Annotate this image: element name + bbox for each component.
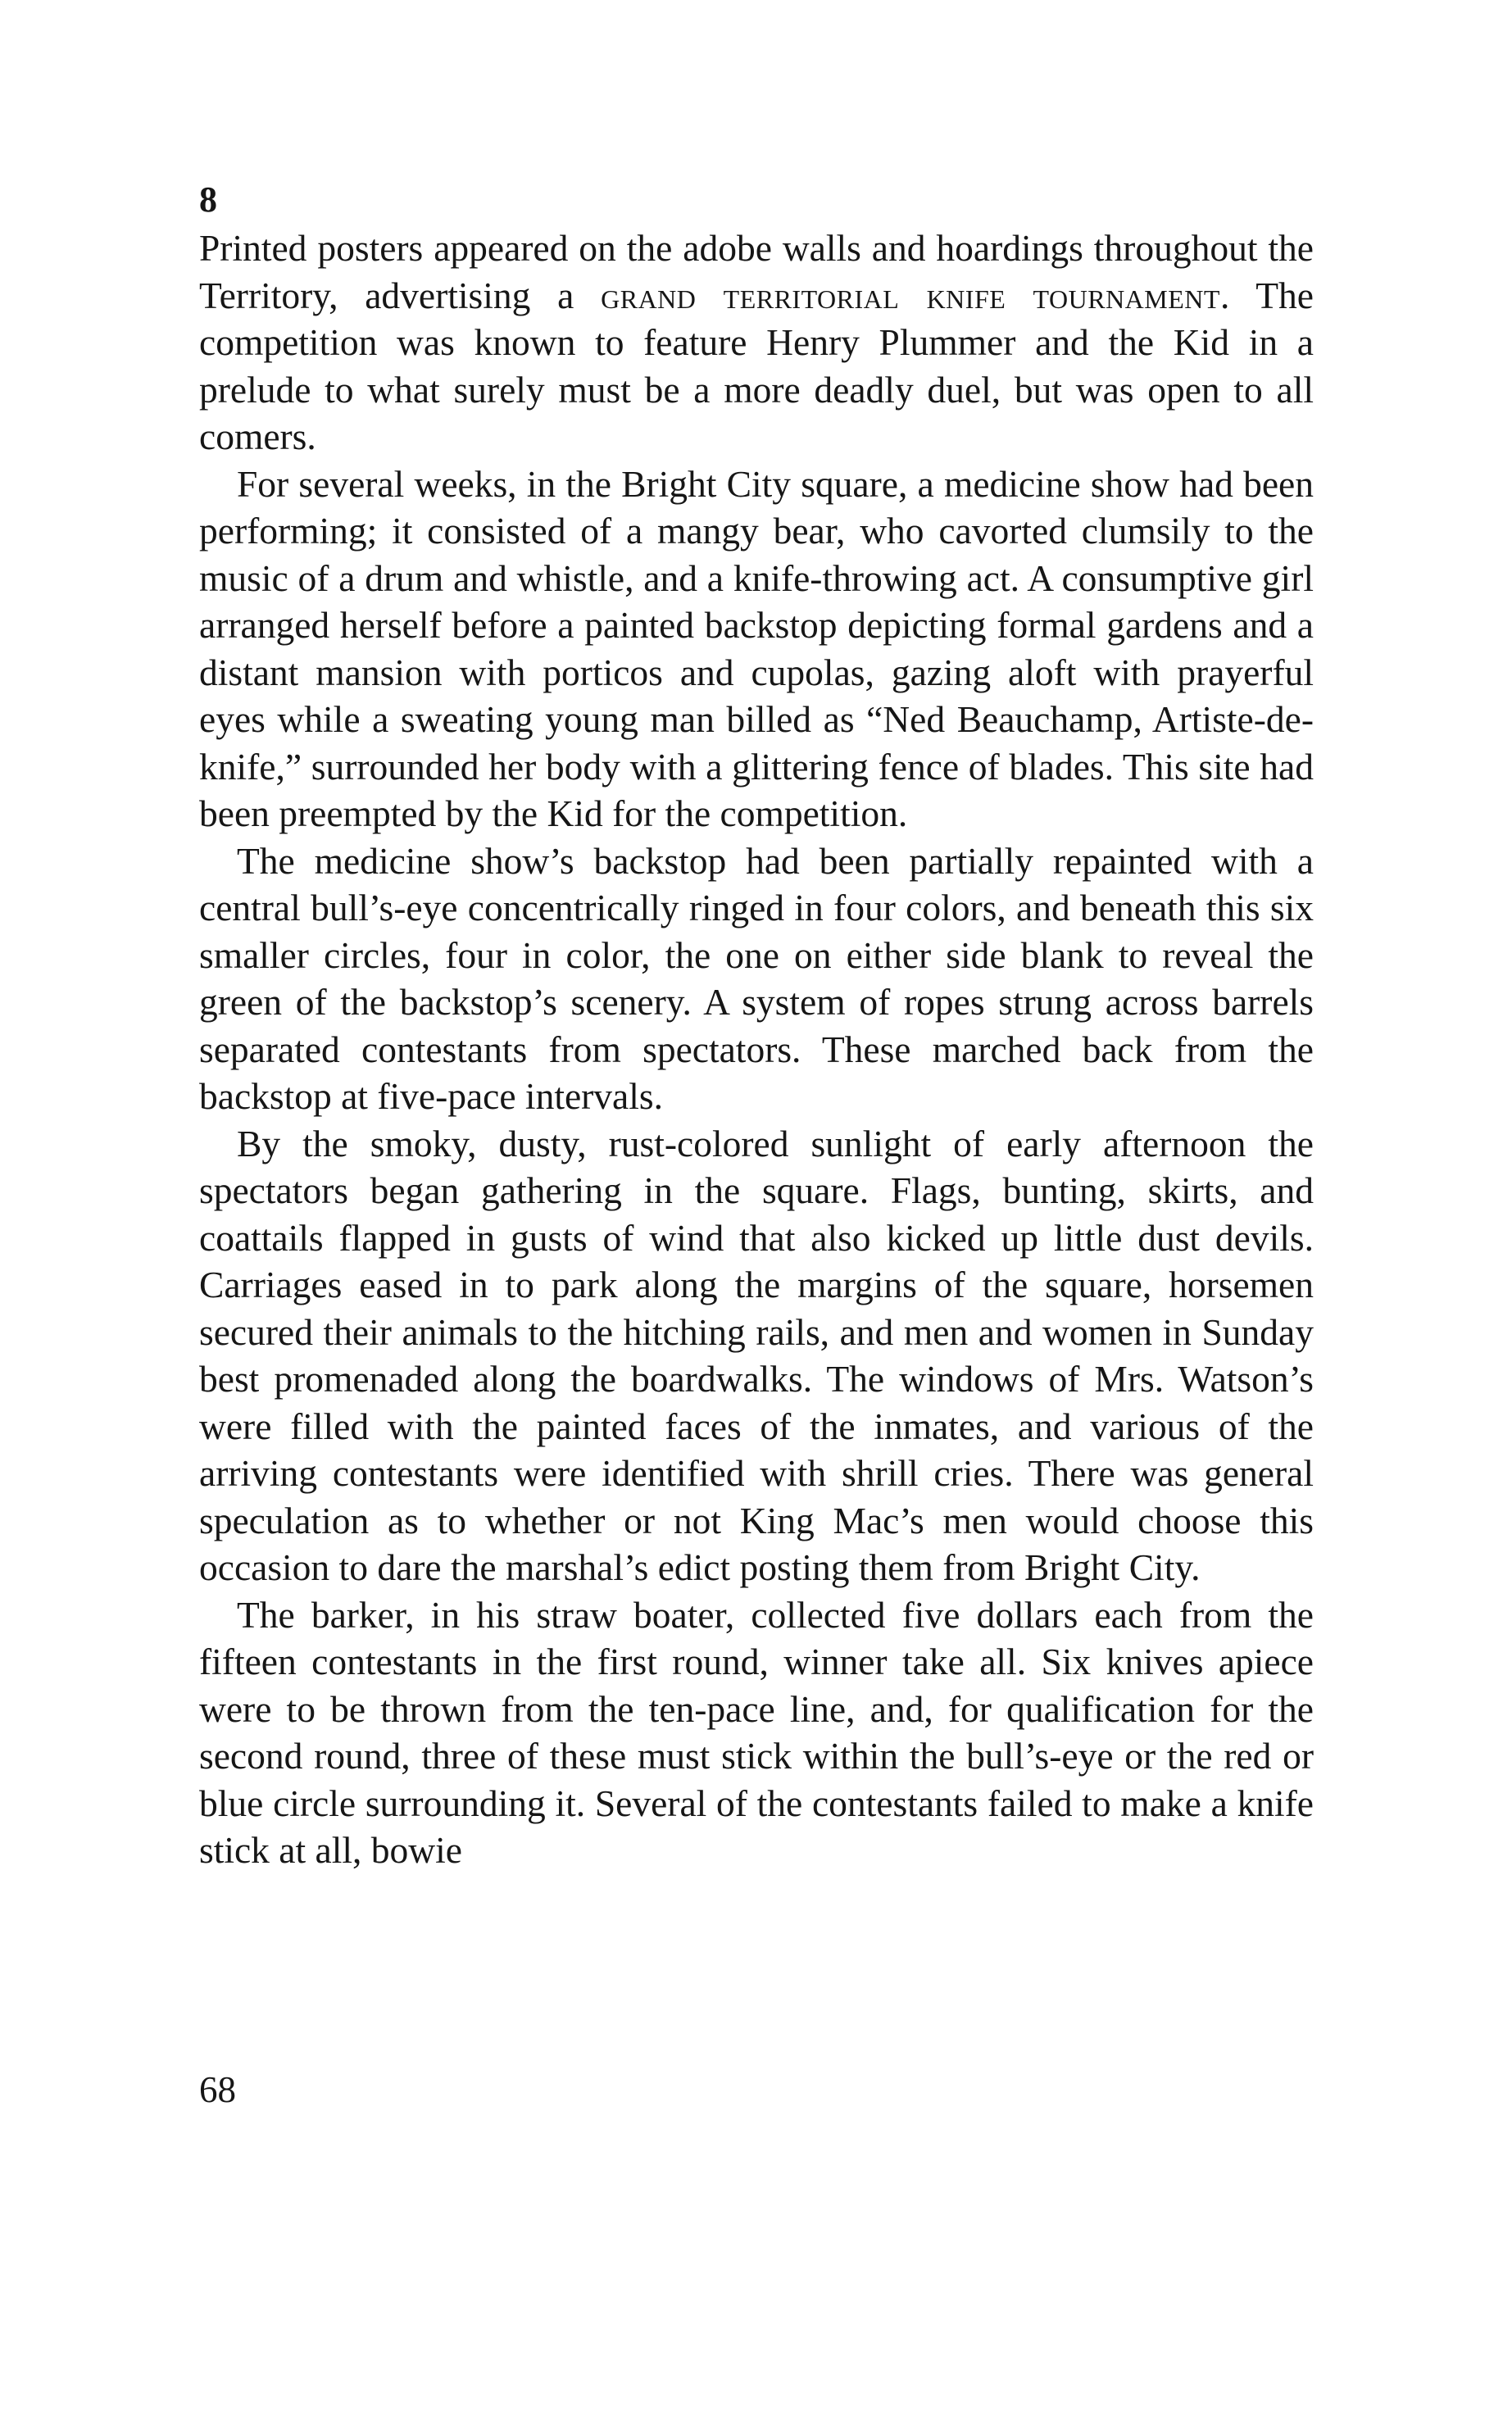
paragraph-5: The barker, in his straw boater, collected five dollars each from the fifteen contestants in the first round, winner take all. Six knives apiece were to be thrown from the ten-pace line, and, for qualification for the second round, three of these must stick within the bull’s-eye or the red or blue circle surrounding it. Several of the contestants failed to make a knife stick at all, bowie: [199, 1593, 1314, 1871]
paragraph-3: The medicine show’s backstop had been partially repainted with a central bull’s-eye concentrically ringed in four colors, and beneath this six smaller circles, four in color, the one on either side blank to reveal the green of the backstop’s scenery. A system of ropes strung across barrels separated contestants from spectators. These marched back from the backstop at five-pace intervals.: [199, 839, 1314, 1117]
paragraph-1-lead: Printed posters appeared on the adobe walls and hoardings throughout the Territory, advertising a: [199, 227, 1314, 316]
body-text: [199, 225, 1314, 1874]
poster-title-smallcaps: grand territorial knife tournament: [601, 274, 1220, 316]
paragraph-1-rest: . The competition was known to feature Henry Plummer and the Kid in a prelude to what surely must be a more deadly duel, but was open to all comers.: [199, 274, 1314, 457]
paragraph-4: By the smoky, dusty, rust-colored sunlight of early afternoon the spectators began gathering in the square. Flags, bunting, skirts, and coattails flapped in gusts of wind that also kicked up little dust devils. Carriages eased in to park along the margins of the square, horsemen secured their animals to the hitching rails, and men and women in Sunday best promenaded along the boardwalks. The windows of Mrs. Watson’s were filled with the painted faces of the inmates, and various of the arriving contestants were identified with shrill cries. There was general speculation as to whether or not King Mac’s men would choose this occasion to dare the marshal’s edict posting them from Bright City.: [199, 1122, 1314, 1588]
paragraph-2: For several weeks, in the Bright City square, a medicine show had been performing; it consisted of a mangy bear, who cavorted clumsily to the music of a drum and whistle, and a knife-throwing act. A consumptive girl arranged herself before a painted backstop depicting formal gardens and a distant mansion with porticos and cupolas, gazing aloft with prayerful eyes while a sweating young man billed as “Ned Beauchamp, Artiste-de-knife,” surrounded her body with a glittering fence of blades. This site had been preempted by the Kid for the competition.: [199, 462, 1314, 834]
chapter-number: 8: [199, 179, 217, 220]
page-number: 68: [199, 2069, 236, 2110]
paragraph-1: [199, 225, 1314, 461]
